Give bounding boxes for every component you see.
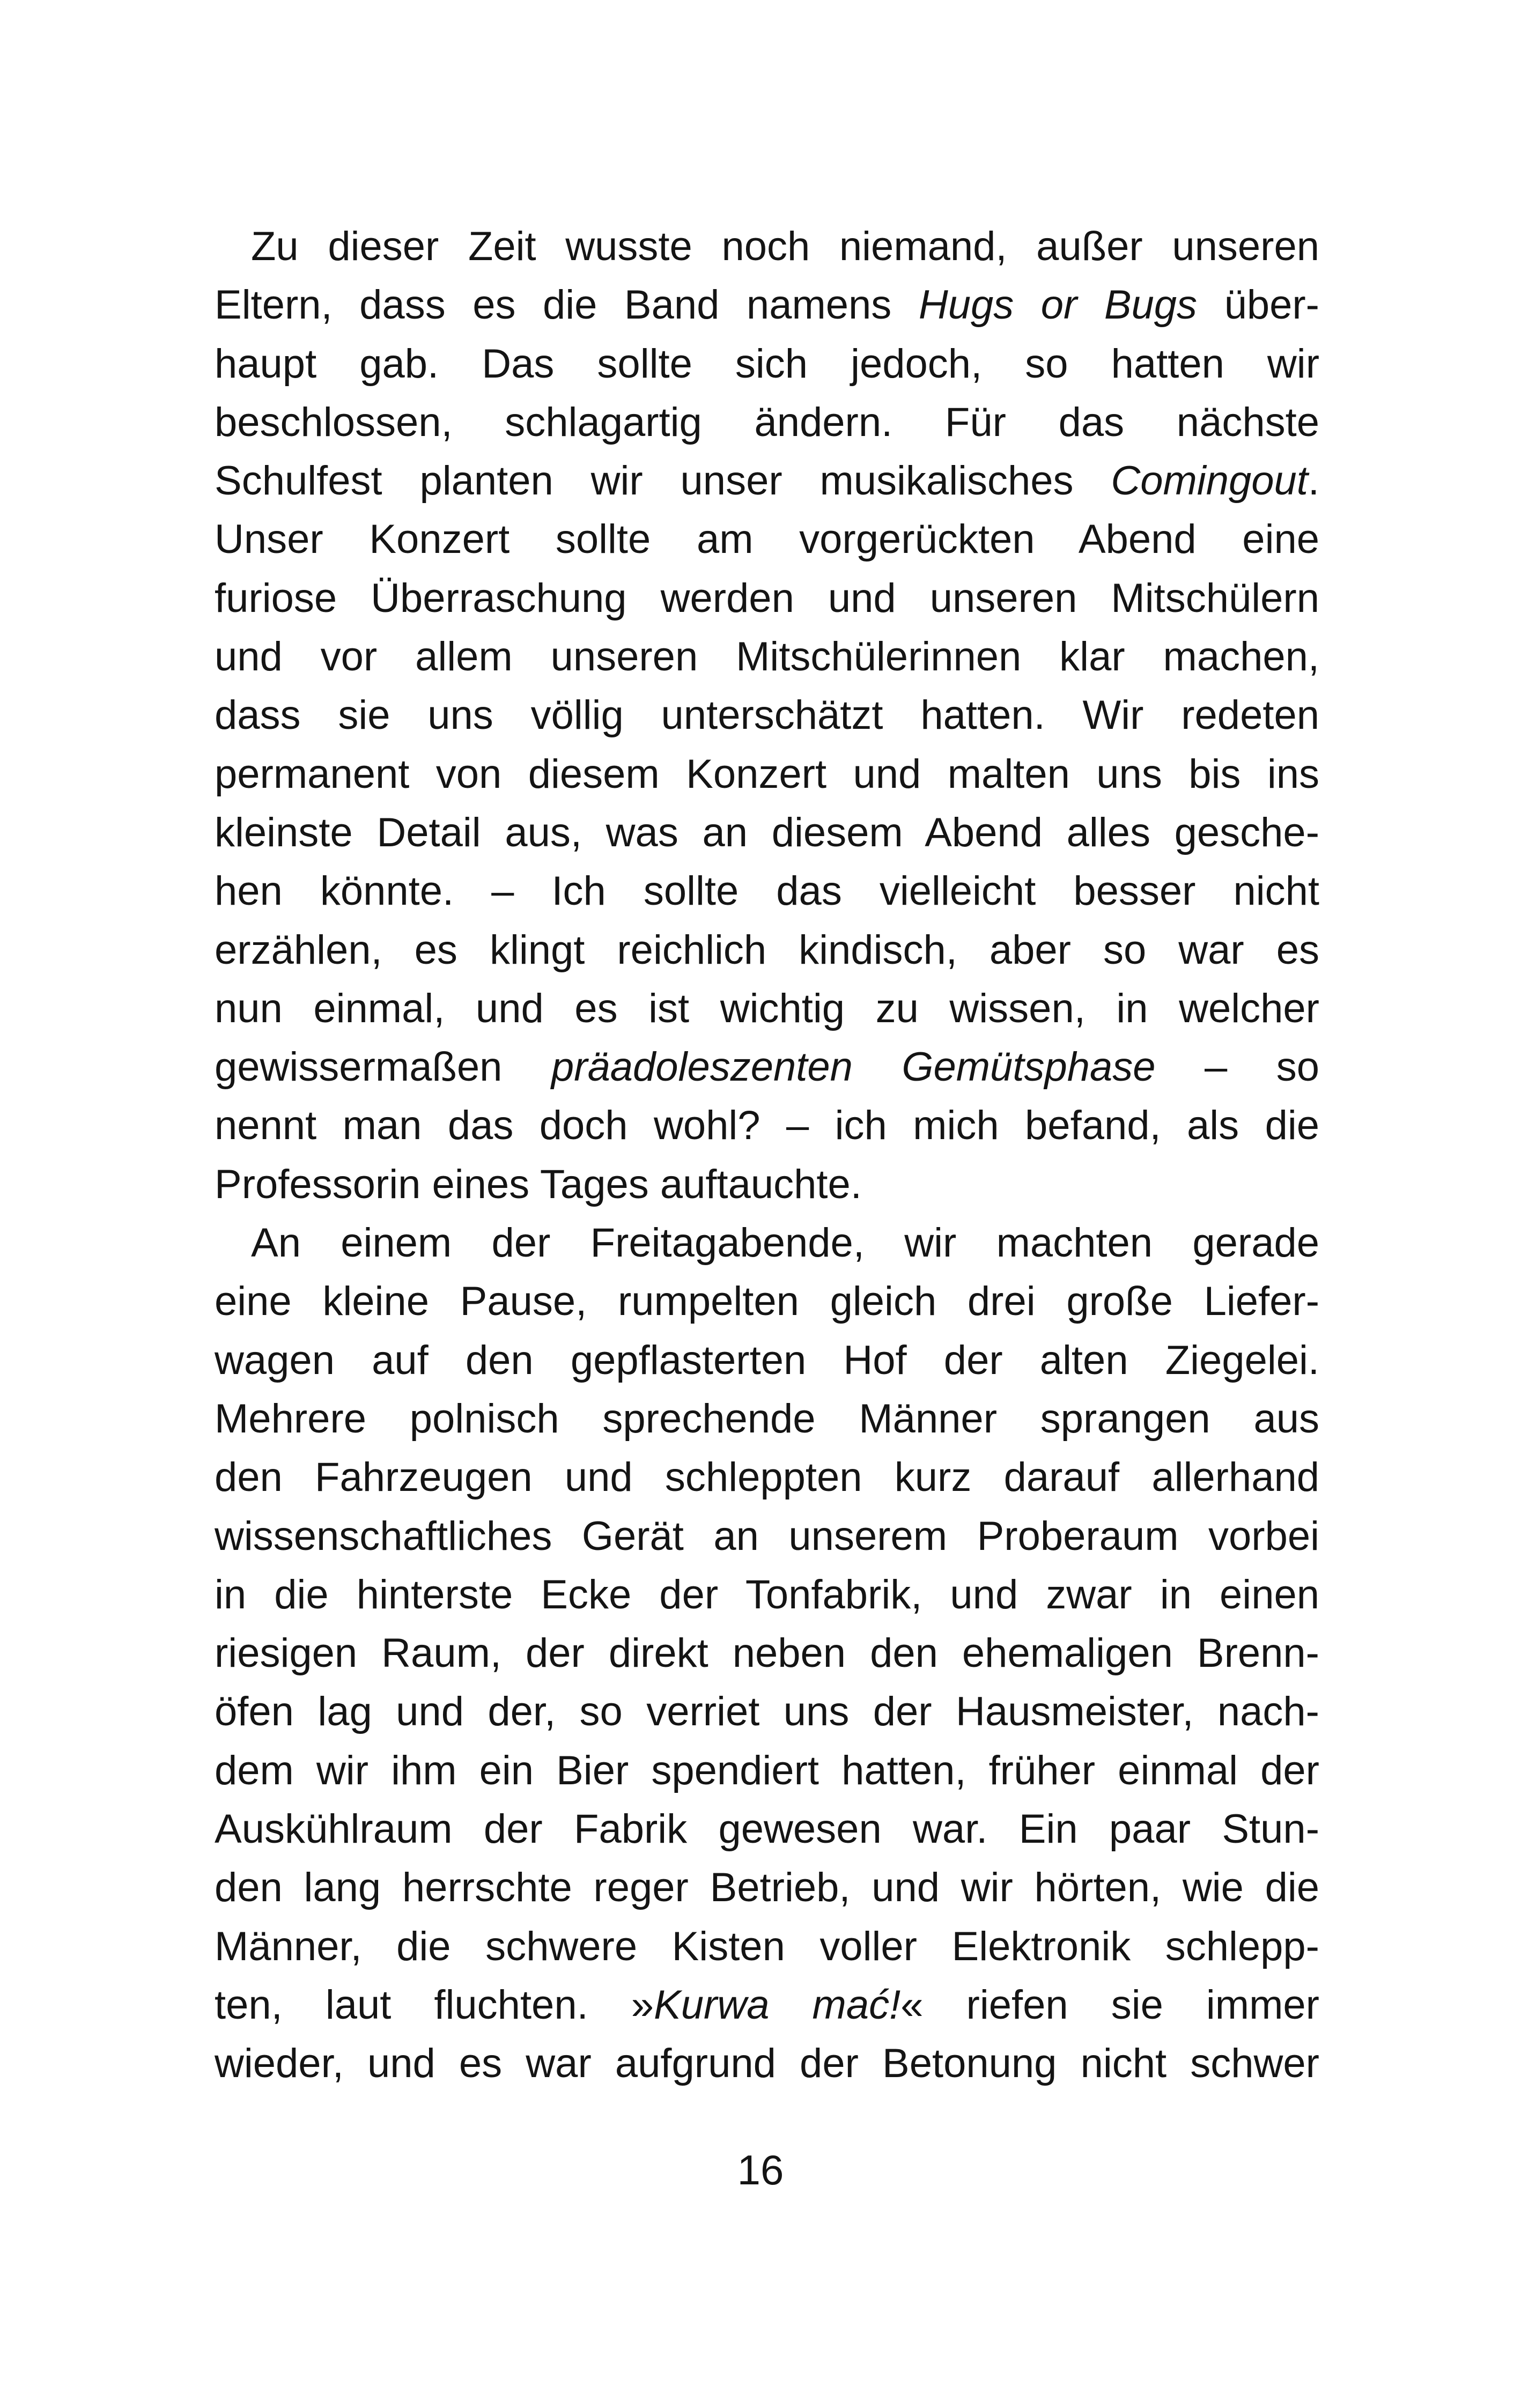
text-line — [215, 1096, 1319, 1155]
text-run: wissenschaftliches Gerät an unserem Proberaum vorbei — [215, 1513, 1319, 1559]
paragraph — [215, 1214, 1319, 2093]
text-run: . — [1308, 458, 1319, 504]
italic-run: präadoleszenten Gemütsphase — [551, 1044, 1156, 1090]
text-line — [215, 217, 1319, 276]
text-run: den Fahrzeugen und schleppten kurz darauf allerhand — [215, 1454, 1319, 1501]
text-run: Unser Konzert sollte am vorgerückten Abend eine — [215, 516, 1319, 563]
text-run: nennt man das doch wohl? – ich mich befand, als die — [215, 1103, 1319, 1149]
text-run: nun einmal, und es ist wichtig zu wissen, in welcher — [215, 985, 1319, 1031]
text-run: dass sie uns völlig unterschätzt hatten. Wir redeten — [215, 692, 1319, 738]
text-line — [215, 1038, 1319, 1096]
text-line — [215, 1858, 1319, 1917]
text-run: eine kleine Pause, rumpelten gleich drei große Liefer- — [215, 1279, 1319, 1325]
text-line — [215, 686, 1319, 744]
text-run: « riefen sie immer — [900, 1982, 1319, 2028]
text-run: permanent von diesem Konzert und malten uns bis ins — [215, 751, 1319, 797]
text-line — [215, 393, 1319, 452]
text-line — [215, 1272, 1319, 1331]
text-line — [215, 335, 1319, 393]
text-line — [215, 1448, 1319, 1506]
text-line — [215, 1214, 1319, 1272]
text-line — [215, 1331, 1319, 1390]
text-run: in die hinterste Ecke der Tonfabrik, und zwar in einen — [215, 1571, 1319, 1617]
text-run: dem wir ihm ein Bier spendiert hatten, früher einmal der — [215, 1747, 1319, 1793]
text-run: Auskühlraum der Fabrik gewesen war. Ein paar Stun- — [215, 1806, 1319, 1852]
text-line — [215, 921, 1319, 979]
text-line — [215, 1976, 1319, 2034]
text-run: wagen auf den gepflasterten Hof der alten Ziegelei. — [215, 1337, 1319, 1383]
text-line — [215, 1507, 1319, 1565]
text-run: Schulfest planten wir unser musikalisches — [215, 458, 1111, 504]
text-line — [215, 1800, 1319, 1858]
text-line — [215, 1565, 1319, 1624]
text-run: kleinste Detail aus, was an diesem Abend alles gesche- — [215, 809, 1319, 855]
page-number: 16 — [737, 2146, 784, 2193]
text-run: über- — [1197, 282, 1319, 328]
text-run: und vor allem unseren Mitschülerinnen klar machen, — [215, 634, 1319, 680]
text-line — [215, 452, 1319, 510]
italic-run: Kurwa mać! — [654, 1982, 901, 2028]
text-run: riesigen Raum, der direkt neben den ehemaligen Brenn- — [215, 1630, 1319, 1676]
text-line — [215, 510, 1319, 568]
text-run: Eltern, dass es die Band namens — [215, 282, 919, 328]
text-line — [215, 1682, 1319, 1741]
text-line — [215, 1155, 1319, 1214]
text-line — [215, 1390, 1319, 1448]
text-line — [215, 1624, 1319, 1682]
text-line — [215, 745, 1319, 803]
text-run: beschlossen, schlagartig ändern. Für das nächste — [215, 399, 1319, 445]
text-line — [215, 979, 1319, 1038]
paragraph — [215, 217, 1319, 1214]
text-run: An einem der Freitagabende, wir machten gerade — [251, 1220, 1319, 1266]
text-line — [215, 1741, 1319, 1800]
text-run: erzählen, es klingt reichlich kindisch, aber so war es — [215, 927, 1319, 973]
italic-run: Hugs or Bugs — [918, 282, 1198, 328]
text-run: öfen lag und der, so verriet uns der Hausmeister, nach- — [215, 1689, 1319, 1735]
text-run: Männer, die schwere Kisten voller Elektronik schlepp- — [215, 1923, 1319, 1969]
text-run: ten, laut fluchten. » — [215, 1982, 654, 2028]
text-line — [215, 1917, 1319, 1976]
text-line — [215, 803, 1319, 862]
text-run: Professorin eines Tages auftauchte. — [215, 1161, 862, 1207]
text-run: Mehrere polnisch sprechende Männer sprangen aus — [215, 1395, 1319, 1442]
text-run: furiose Überraschung werden und unseren Mitschülern — [215, 575, 1319, 621]
text-run: wieder, und es war aufgrund der Betonung nicht schwer — [215, 2041, 1319, 2087]
text-line — [215, 2034, 1319, 2093]
italic-run: Comingout — [1111, 458, 1308, 504]
text-run: gewissermaßen — [215, 1044, 551, 1090]
text-line — [215, 569, 1319, 627]
text-run: haupt gab. Das sollte sich jedoch, so hatten wir — [215, 341, 1319, 387]
text-line — [215, 276, 1319, 334]
text-run: – so — [1155, 1044, 1320, 1090]
text-run: den lang herrschte reger Betrieb, und wir hörten, wie die — [215, 1865, 1319, 1911]
text-line — [215, 862, 1319, 920]
page-body — [215, 217, 1319, 2093]
text-run: Zu dieser Zeit wusste noch niemand, außer unseren — [251, 224, 1319, 269]
text-line — [215, 627, 1319, 686]
text-run: hen könnte. – Ich sollte das vielleicht besser nicht — [215, 868, 1319, 914]
